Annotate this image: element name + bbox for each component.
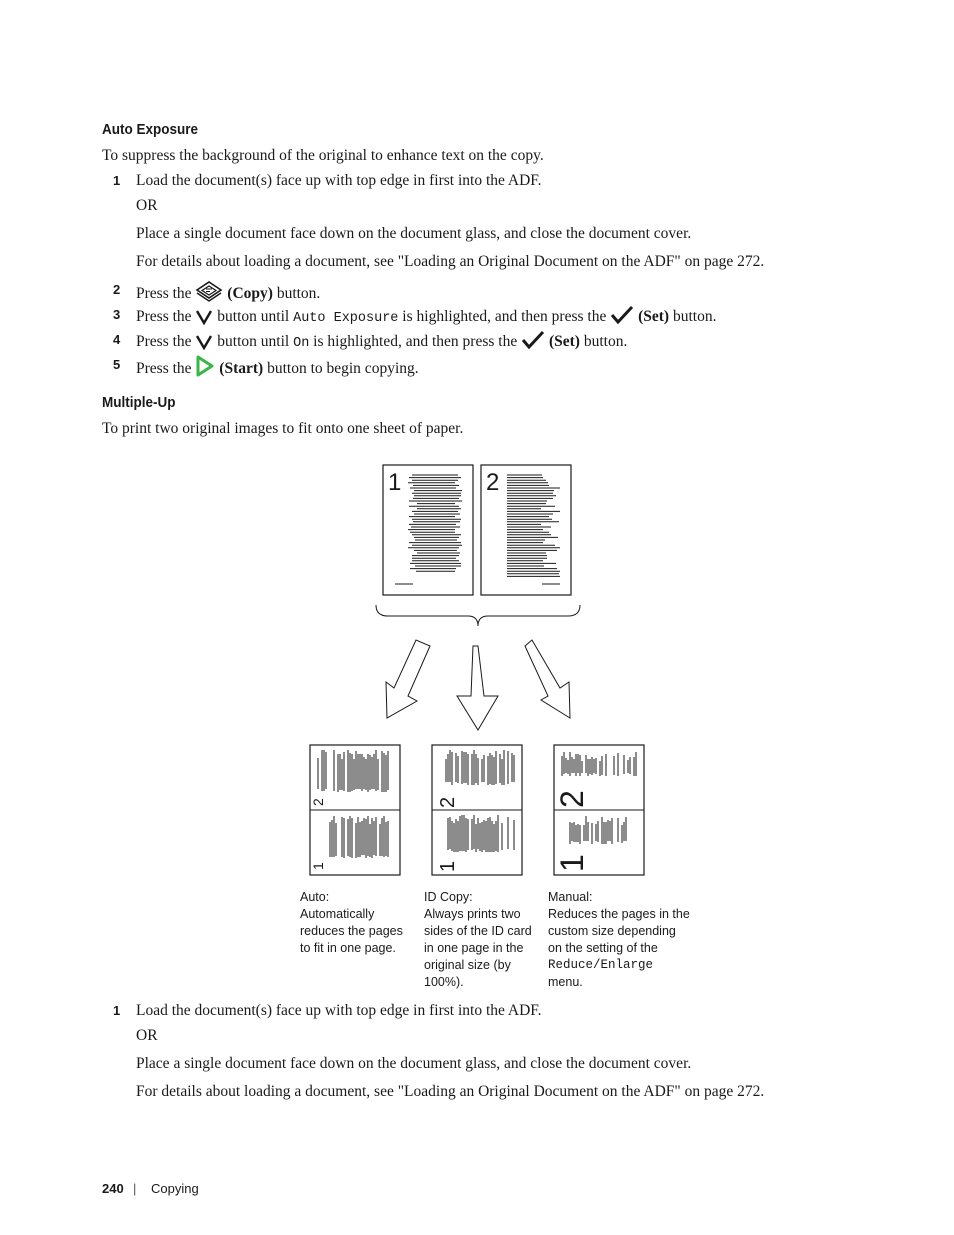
step-number: 3: [113, 307, 121, 322]
step-text: Press the: [136, 333, 192, 350]
step-text: is highlighted, and then press the: [402, 308, 607, 325]
caption-line: Always prints two: [424, 907, 521, 921]
down-arrow-button-icon: [195, 309, 213, 331]
result-digit-1: 1: [554, 854, 590, 872]
multiple-up-diagram: [290, 460, 710, 890]
section-heading-auto-exposure: Auto Exposure: [102, 121, 199, 138]
page-number: 240: [102, 1181, 124, 1196]
caption-title: ID Copy:: [424, 890, 473, 904]
step-number: 4: [113, 332, 121, 347]
caption-line: in one page in the: [424, 941, 524, 955]
caption-title: Manual:: [548, 890, 593, 904]
step-text: button until: [217, 333, 290, 350]
caption-line: original size (by: [424, 958, 511, 972]
page-1-digit: 1: [388, 469, 402, 496]
result-page-manual: [554, 745, 644, 875]
arrow-icon: [386, 640, 570, 730]
step-text: Press the: [136, 285, 192, 302]
down-arrow-button-icon: [195, 334, 213, 356]
step-alt-text: Place a single document face down on the document glass, and close the document cover.: [136, 225, 692, 242]
set-button-label: (Set): [638, 308, 670, 325]
step-2-line: [136, 280, 320, 308]
step-details-text: For details about loading a document, see "Loading an Original Document on the ADF" on page 272.: [136, 253, 765, 270]
or-text: OR: [136, 197, 158, 214]
step-3-line: [136, 305, 716, 331]
step-number: 2: [113, 282, 121, 297]
footer-section: Copying: [151, 1181, 199, 1196]
caption-line: sides of the ID card: [424, 924, 532, 938]
caption-line: to fit in one page.: [300, 941, 396, 955]
step-number: 1: [113, 173, 121, 188]
caption-line: custom size depending: [548, 924, 676, 938]
menu-item-code: Auto Exposure: [293, 311, 399, 326]
multiple-up-intro: To print two original images to fit onto one sheet of paper.: [102, 420, 464, 437]
caption-line: reduces the pages: [300, 924, 403, 938]
source-page-2: [481, 465, 571, 595]
menu-item-code: Reduce/Enlarge: [548, 958, 654, 972]
set-button-label: (Set): [548, 333, 580, 350]
step-number: 1: [113, 1003, 121, 1018]
page-2-digit: 2: [486, 469, 500, 496]
result-page-id-copy: [432, 745, 522, 875]
step-text: Load the document(s) face up with top edge in first into the ADF.: [136, 172, 542, 189]
caption-auto: [300, 889, 418, 957]
step-text: button.: [672, 308, 717, 325]
result-digit-1: 1: [437, 860, 459, 872]
caption-title: Auto:: [300, 890, 330, 904]
step-4-line: [136, 330, 627, 356]
result-page-auto: [310, 745, 400, 875]
result-digit-2: 2: [437, 796, 459, 808]
auto-exposure-intro: To suppress the background of the original to enhance text on the copy.: [102, 147, 544, 164]
copy-button-label: (Copy): [227, 285, 273, 302]
section-heading-multiple-up: Multiple-Up: [102, 394, 176, 411]
caption-manual: [548, 889, 708, 991]
step-text: Press the: [136, 360, 192, 377]
footer-separator: |: [133, 1181, 137, 1196]
step-text: button.: [276, 285, 321, 302]
copy-button-icon: [195, 280, 223, 308]
grouping-brace: [376, 605, 580, 626]
checkmark-set-icon: [521, 330, 545, 356]
step-number: 5: [113, 357, 121, 372]
result-digit-1: 1: [310, 862, 326, 870]
caption-line: Reduces the pages in the: [548, 907, 690, 921]
step-text: button.: [583, 333, 628, 350]
caption-line: Automatically: [300, 907, 375, 921]
step-5-line: [136, 355, 419, 383]
caption-line: on the setting of the: [548, 941, 658, 955]
step-alt-text: Place a single document face down on the document glass, and close the document cover.: [136, 1055, 692, 1072]
caption-line: 100%).: [424, 975, 464, 989]
menu-item-code: On: [293, 336, 310, 351]
step-text: Load the document(s) face up with top edge in first into the ADF.: [136, 1002, 542, 1019]
caption-id-copy: [424, 889, 544, 991]
step-text: Press the: [136, 308, 192, 325]
start-button-label: (Start): [219, 360, 264, 377]
checkmark-set-icon: [610, 305, 634, 331]
result-digit-2: 2: [310, 798, 326, 806]
source-page-1: [383, 465, 473, 595]
step-text: button until: [217, 308, 290, 325]
step-text: is highlighted, and then press the: [313, 333, 518, 350]
step-details-text: For details about loading a document, see "Loading an Original Document on the ADF" on page 272.: [136, 1083, 765, 1100]
step-text: button to begin copying.: [267, 360, 419, 377]
or-text: OR: [136, 1027, 158, 1044]
start-play-icon: [195, 355, 215, 383]
result-digit-2: 2: [554, 790, 590, 808]
caption-line: menu.: [548, 975, 583, 989]
